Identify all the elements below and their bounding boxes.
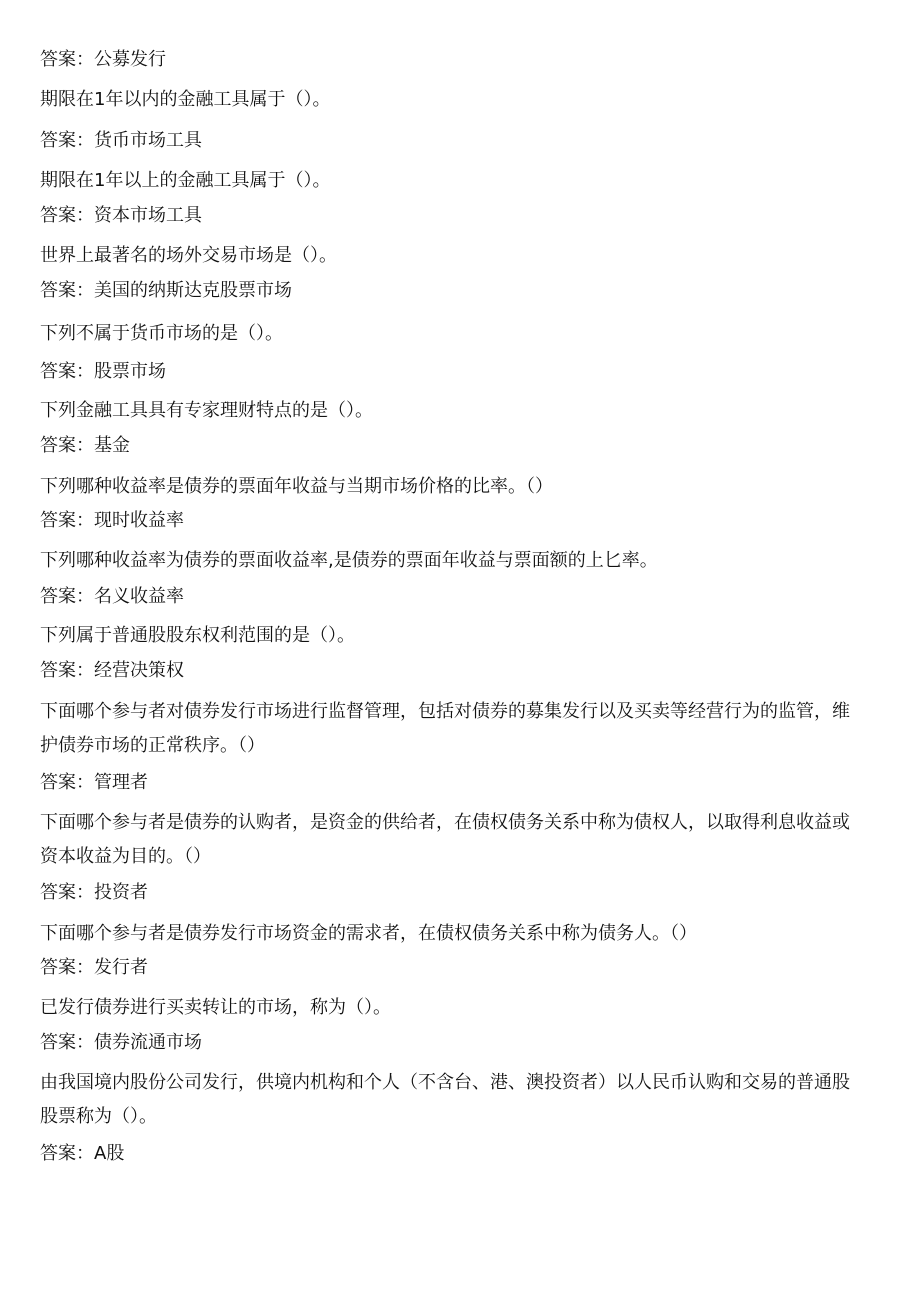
answer-line: 答案：投资者 xyxy=(40,882,148,903)
question-line: 下列属于普通股股东权利范围的是（）。 xyxy=(40,625,355,646)
question-line: 下列不属于货币市场的是（）。 xyxy=(40,323,283,344)
question-line: 护债券市场的正常秩序。（） xyxy=(40,735,265,756)
answer-line: 答案：股票市场 xyxy=(40,361,166,382)
answer-line: 答案：管理者 xyxy=(40,772,148,793)
question-line: 资本收益为目的。（） xyxy=(40,846,211,867)
question-line: 世界上最著名的场外交易市场是（）。 xyxy=(40,245,337,266)
question-line: 下面哪个参与者是债券的认购者，是资金的供给者，在债权债务关系中称为债权人，以取得利息收益或 xyxy=(40,812,850,833)
answer-line: 答案：资本市场工具 xyxy=(40,205,202,226)
question-line: 下面哪个参与者对债券发行市场进行监督管理，包括对债券的募集发行以及买卖等经营行为的监管，维 xyxy=(40,701,850,722)
question-line: 下面哪个参与者是债券发行市场资金的需求者，在债权债务关系中称为债务人。（） xyxy=(40,923,697,944)
question-line: 期限在1年以上的金融工具属于（）。 xyxy=(40,170,331,191)
question-line: 期限在1年以内的金融工具属于（）。 xyxy=(40,89,331,110)
answer-line: 答案：公募发行 xyxy=(40,49,166,70)
answer-line: 答案：美国的纳斯达克股票市场 xyxy=(40,280,292,301)
answer-line: 答案：名义收益率 xyxy=(40,586,184,607)
question-line: 下列哪种收益率是债券的票面年收益与当期市场价格的比率。（） xyxy=(40,476,553,497)
question-line: 下列金融工具具有专家理财特点的是（）。 xyxy=(40,400,373,421)
answer-line: 答案：经营决策权 xyxy=(40,660,184,681)
question-line: 由我国境内股份公司发行，供境内机构和个人（不含台、港、澳投资者）以人民币认购和交易的普通股 xyxy=(40,1072,850,1093)
answer-line: 答案：A股 xyxy=(40,1143,125,1164)
answer-line: 答案：债券流通市场 xyxy=(40,1032,202,1053)
answer-line: 答案：基金 xyxy=(40,435,130,456)
question-line: 股票称为（）。 xyxy=(40,1106,157,1127)
answer-line: 答案：货币市场工具 xyxy=(40,130,202,151)
answer-line: 答案：发行者 xyxy=(40,957,148,978)
answer-line: 答案：现时收益率 xyxy=(40,510,184,531)
question-line: 下列哪种收益率为债券的票面收益率,是债券的票面年收益与票面额的上匕率。 xyxy=(40,550,658,571)
question-line: 已发行债券进行买卖转让的市场，称为（）。 xyxy=(40,997,391,1018)
